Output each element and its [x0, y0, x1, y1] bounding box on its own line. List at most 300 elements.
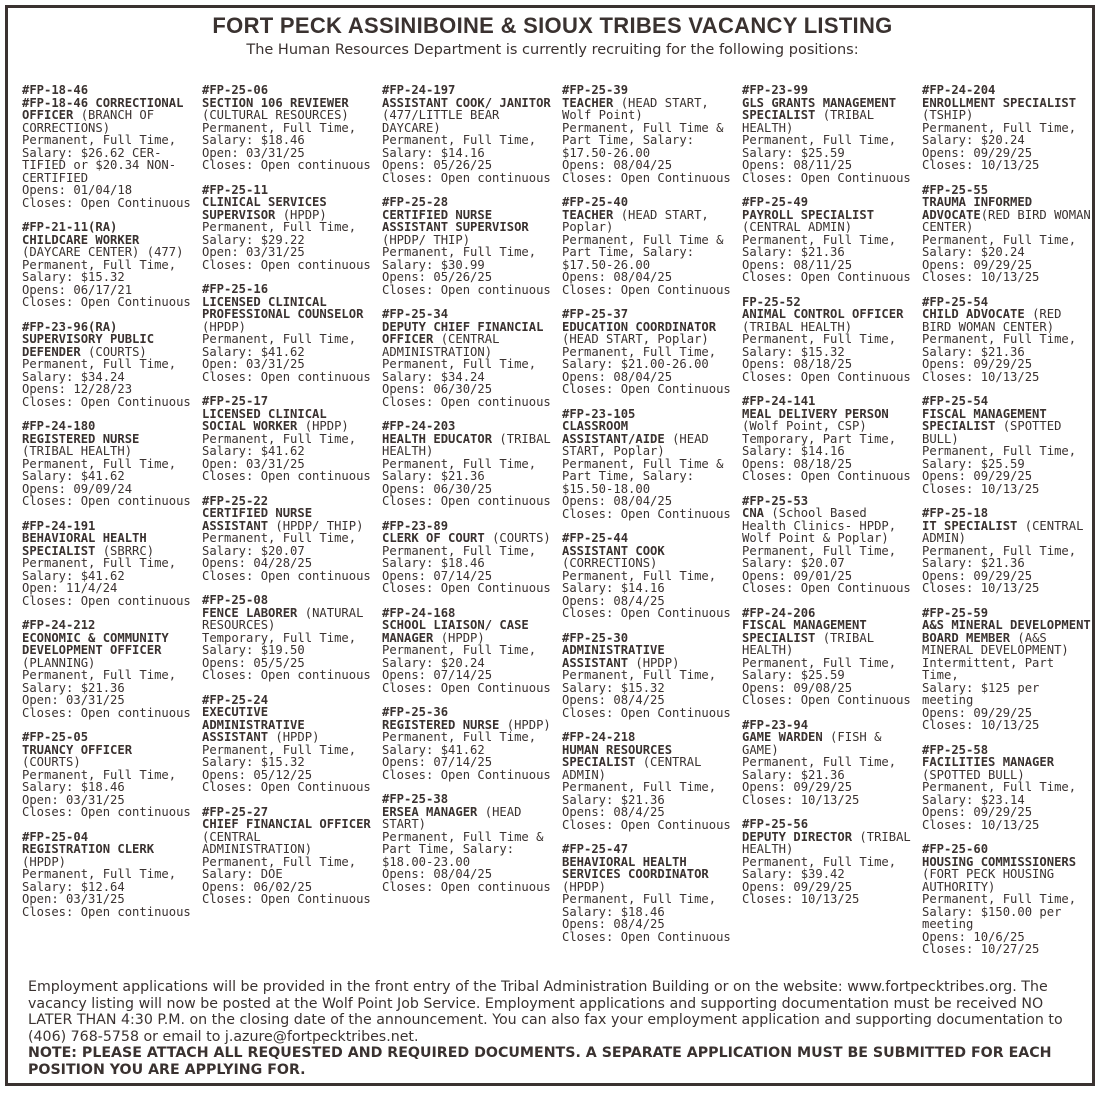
vacancy-department: (CENTRAL ADMINISTRATION): [382, 332, 500, 359]
vacancy-detail: Permanent, Full Time & Part Time, Salary:: [382, 829, 544, 856]
vacancy-department: (TRIBAL HEALTH): [742, 630, 875, 657]
vacancy-detail: $18.00-23.00: [382, 854, 471, 869]
vacancy-title: FENCE LABORER: [202, 605, 298, 620]
vacancy-item: [742, 196, 918, 284]
vacancy-detail: Permanent, Full Time,: [562, 892, 717, 906]
vacancy-heading: [922, 408, 1098, 446]
vacancy-detail: Permanent, Full Time,: [382, 730, 537, 744]
vacancy-detail: Closes: Open Continuous: [562, 506, 731, 521]
vacancy-detail: Closes: Open continuous: [382, 170, 551, 185]
vacancy-heading: [202, 818, 378, 856]
vacancy-item: [382, 793, 558, 893]
vacancy-detail: Permanent, Full Time,: [382, 543, 537, 558]
vacancy-title: ANIMAL CONTROL OFFICER: [742, 307, 904, 321]
vacancy-detail: Permanent, Full Time,: [22, 357, 177, 371]
vacancy-heading: [22, 433, 198, 458]
vacancy-title: ASSISTANT COOK/ JANITOR: [382, 95, 551, 110]
vacancy-number: #FP-25-28: [382, 195, 449, 209]
vacancy-detail: Salary: $21.36: [562, 792, 665, 807]
vacancy-detail: Permanent, Full Time,: [562, 568, 717, 583]
vacancy-detail: Salary: $34.24: [382, 369, 485, 384]
vacancy-item: [202, 184, 378, 272]
vacancy-department: (CENTRAL ADMIN): [922, 518, 1084, 545]
vacancy-detail: Salary: $20.24: [922, 133, 1025, 147]
vacancy-heading: [742, 831, 918, 856]
vacancy-title: ADMINISTRATIVE ASSISTANT: [562, 643, 665, 670]
vacancy-number: FP-25-52: [742, 294, 801, 309]
vacancy-department: (SPOTTED BULL): [922, 767, 1025, 782]
vacancy-detail: Opens: 09/29/25: [922, 357, 1033, 371]
page-subtitle: The Human Resources Department is currently recruiting for the following positions:: [246, 42, 859, 58]
vacancy-detail: Salary: $20.07: [742, 556, 845, 570]
vacancy-detail: Closes: Open Continuous: [562, 170, 731, 185]
vacancy-detail: Permanent, Full Time,: [202, 220, 357, 234]
vacancy-detail: Open: 03/31/25: [22, 693, 125, 707]
vacancy-detail: Permanent, Full Time & Part Time, Salary:: [562, 232, 724, 259]
vacancy-number: #FP-25-05: [22, 730, 89, 744]
vacancy-detail: Permanent, Full Time,: [922, 444, 1077, 458]
vacancy-detail: Closes: Open Continuous: [742, 469, 911, 483]
vacancy-number: #FP-25-38: [382, 792, 449, 806]
vacancy-heading: [382, 97, 558, 135]
vacancy-item: [382, 706, 558, 781]
vacancy-detail: Salary: $15.32: [22, 270, 125, 284]
vacancy-detail: Open: 03/31/25: [202, 245, 305, 259]
vacancy-detail: Salary: $14.16: [562, 581, 665, 595]
vacancy-department: (HPDP): [628, 655, 680, 670]
vacancy-heading: [202, 408, 378, 433]
vacancy-detail: Permanent, Full Time,: [202, 332, 357, 346]
vacancy-item: [742, 495, 918, 595]
vacancy-heading: [22, 843, 198, 868]
vacancy-item: [202, 495, 378, 583]
vacancy-heading: [742, 209, 918, 234]
vacancy-detail: Permanent, Full Time,: [382, 133, 537, 147]
vacancy-detail: Opens: 08/18/25: [742, 456, 853, 471]
vacancy-detail: Opens: 08/04/25: [562, 369, 673, 384]
vacancy-item: [202, 395, 378, 483]
vacancy-department: (CULTURAL RESOURCES): [202, 108, 349, 122]
vacancy-item: [382, 520, 558, 595]
vacancy-detail: Permanent, Full Time,: [22, 867, 177, 881]
vacancy-heading: [382, 619, 558, 644]
vacancy-title: REGISTRATION CLERK: [22, 842, 155, 856]
vacancy-number: #FP-24-212: [22, 618, 96, 632]
vacancy-item: [562, 843, 738, 943]
vacancy-detail: Opens: 05/26/25: [382, 158, 493, 172]
vacancy-column: [22, 84, 198, 930]
vacancy-title: MEAL DELIVERY PERSON: [742, 406, 889, 421]
vacancy-heading: [22, 97, 198, 135]
vacancy-item: [742, 84, 918, 184]
vacancy-heading: [742, 308, 918, 333]
vacancy-number: #FP-25-49: [742, 195, 809, 209]
vacancy-number: #FP-25-47: [562, 842, 629, 856]
vacancy-item: [742, 719, 918, 807]
vacancy-number: #FP-25-40: [562, 195, 629, 209]
vacancy-item: [382, 420, 558, 508]
vacancy-heading: [922, 308, 1098, 333]
vacancy-title: REGISTERED NURSE: [382, 717, 500, 732]
vacancy-detail: Opens: 07/14/25: [382, 568, 493, 583]
vacancy-detail: Closes: Open continuous: [202, 668, 371, 682]
vacancy-detail: Salary: $20.07: [202, 543, 305, 558]
vacancy-department: (HPDP): [499, 717, 551, 732]
vacancy-title: SCHOOL LIAISON/ CASE MANAGER: [382, 618, 529, 645]
vacancy-detail: Intermittent, Part Time,: [922, 655, 1055, 682]
vacancy-number: #FP-24-168: [382, 605, 456, 620]
vacancy-heading: [922, 196, 1098, 234]
vacancy-heading: [562, 420, 738, 458]
vacancy-title: BEHAVIORAL HEALTH SPECIALIST: [22, 531, 147, 558]
vacancy-detail: Opens: 09/29/25: [922, 705, 1033, 720]
vacancy-title: FISCAL MANAGEMENT SPECIALIST: [922, 406, 1047, 433]
vacancy-title: GLS GRANTS MANAGEMENT SPECIALIST: [742, 95, 897, 122]
vacancy-detail: Opens: 08/4/25: [562, 593, 665, 608]
vacancy-detail: Permanent, Full Time,: [562, 780, 717, 794]
vacancy-heading: [202, 196, 378, 221]
vacancy-detail: Closes: Open continuous: [382, 879, 551, 894]
vacancy-detail: Permanent, Full Time,: [742, 232, 897, 247]
vacancy-title: CLINICAL SERVICES SUPERVISOR: [202, 195, 327, 222]
vacancy-number: #FP-24-203: [382, 419, 456, 433]
vacancy-detail: Open: 03/31/25: [202, 456, 305, 471]
vacancy-detail: Salary: $21.36: [922, 556, 1025, 570]
vacancy-detail: Opens: 08/18/25: [742, 357, 853, 371]
vacancy-detail: $17.50-26.00: [562, 257, 651, 272]
vacancy-detail: $15.50-18.00: [562, 481, 651, 496]
vacancy-department: (HPDP): [297, 419, 349, 433]
vacancy-title: ASSISTANT COOK: [562, 543, 665, 558]
vacancy-number: #FP-24-204: [922, 83, 996, 97]
vacancy-department: (HPDP): [268, 730, 320, 744]
vacancy-detail: Salary: $18.46: [382, 556, 485, 570]
vacancy-detail: Closes: Open Continuous: [562, 817, 731, 832]
vacancy-detail: Closes: Open Continuous: [202, 892, 371, 906]
vacancy-detail: Opens: 09/29/25: [922, 805, 1033, 819]
vacancy-detail: Salary: $19.50: [202, 643, 305, 657]
vacancy-detail: Closes: Open continuous: [382, 282, 551, 297]
vacancy-detail: Salary: $25.59: [922, 456, 1025, 471]
vacancy-detail: Salary: $41.62: [202, 344, 305, 359]
vacancy-number: #FP-25-58: [922, 742, 989, 757]
vacancy-item: [382, 196, 558, 296]
vacancy-number: #FP-25-22: [202, 493, 269, 508]
vacancy-detail: Opens: 09/29/25: [922, 469, 1033, 483]
vacancy-heading: [202, 296, 378, 334]
vacancy-columns: [22, 84, 1094, 966]
vacancy-number: #FP-24-191: [22, 518, 96, 533]
vacancy-item: [202, 594, 378, 682]
page-title: FORT PECK ASSINIBOINE & SIOUX TRIBES VACANCY LISTING: [212, 13, 893, 38]
vacancy-title: HEALTH EDUCATOR: [382, 431, 493, 446]
vacancy-title: LICENSED CLINICAL SOCIAL WORKER: [202, 406, 327, 433]
vacancy-heading: [742, 507, 918, 545]
vacancy-detail: Permanent, Full Time,: [562, 668, 717, 682]
vacancy-detail: Closes: 10/13/25: [922, 817, 1040, 832]
vacancy-title: SUPERVISORY PUBLIC DEFENDER: [22, 332, 155, 359]
vacancy-number: #FP-25-36: [382, 705, 449, 719]
vacancy-detail: Permanent, Full Time,: [202, 742, 357, 757]
vacancy-detail: Opens: 05/5/25: [202, 655, 305, 670]
vacancy-department: (TRIBAL HEALTH): [742, 319, 853, 334]
vacancy-heading: [922, 856, 1098, 894]
vacancy-number: #FP-25-11: [202, 182, 269, 197]
vacancy-department: (Wolf Point, CSP): [742, 419, 867, 433]
vacancy-department: (HPDP): [275, 207, 327, 222]
vacancy-title: ERSEA MANAGER: [382, 804, 478, 819]
vacancy-department: (HPDP): [202, 319, 247, 334]
vacancy-department: (A&S MINERAL DEVELOPMENT): [922, 630, 1069, 657]
vacancy-detail: Opens: 09/29/25: [922, 568, 1033, 583]
vacancy-title: A&S MINERAL DEVELOPMENT BOARD MEMBER: [922, 618, 1091, 645]
vacancy-detail: Permanent, Full Time & Part Time, Salary:: [562, 456, 724, 483]
vacancy-title: CHIEF FINANCIAL OFFICER: [202, 817, 371, 831]
vacancy-department: (CORRECTIONS): [562, 556, 658, 570]
vacancy-number: #FP-25-44: [562, 531, 629, 545]
vacancy-department: (FORT PECK HOUSING AUTHORITY): [922, 867, 1055, 894]
vacancy-detail: Permanent, Full Time,: [562, 344, 717, 359]
vacancy-detail: Permanent, Full Time,: [742, 133, 897, 147]
vacancy-item: [562, 408, 738, 521]
vacancy-detail: Salary: $18.46: [22, 780, 125, 794]
vacancy-detail: Permanent, Full Time,: [922, 543, 1077, 558]
vacancy-department: (CENTRAL ADMIN): [562, 755, 702, 782]
vacancy-department: (CENTRAL ADMIN): [742, 220, 853, 234]
vacancy-detail: Permanent, Full Time,: [22, 668, 177, 682]
vacancy-department: (COURTS): [80, 344, 147, 359]
vacancy-number: #FP-24-206: [742, 605, 816, 620]
vacancy-department: (NATURAL RESOURCES): [202, 605, 364, 632]
vacancy-heading: [202, 706, 378, 744]
vacancy-heading: [562, 209, 738, 234]
vacancy-column: [742, 84, 918, 918]
vacancy-heading: [382, 321, 558, 359]
vacancy-department: (COURTS): [22, 755, 81, 769]
vacancy-title: FISCAL MANAGEMENT SPECIALIST: [742, 618, 867, 645]
vacancy-detail: Temporary, Full Time,: [202, 630, 357, 645]
vacancy-title: DEPUTY CHIEF FINANCIAL OFFICER: [382, 319, 544, 346]
vacancy-detail: Closes: 10/27/25: [922, 942, 1040, 956]
vacancy-detail: Salary: $150.00 per meeting: [922, 904, 1062, 931]
vacancy-item: [742, 395, 918, 483]
vacancy-heading: [382, 806, 558, 831]
vacancy-detail: Salary: $34.24: [22, 369, 125, 384]
vacancy-detail: Closes: Open continuous: [22, 904, 191, 919]
vacancy-heading: [202, 607, 378, 632]
vacancy-department: (COURTS): [484, 531, 551, 545]
vacancy-number: #FP-24-180: [22, 419, 96, 433]
vacancy-detail: Salary: $21.36: [922, 344, 1025, 359]
vacancy-item: [742, 818, 918, 906]
vacancy-detail: Salary: $26.62 CER-TIFIED or $20.34 NON-CERTIFIED: [22, 145, 177, 185]
vacancy-detail: Salary: $39.42: [742, 867, 845, 881]
vacancy-detail: Permanent, Full Time,: [202, 854, 357, 869]
vacancy-item: [562, 196, 738, 296]
vacancy-item: [922, 843, 1098, 956]
vacancy-number: #FP-25-54: [922, 294, 989, 309]
vacancy-detail: Closes: Open continuous: [202, 158, 371, 172]
vacancy-detail: Closes: Open Continuous: [22, 295, 191, 309]
vacancy-detail: Permanent, Full Time,: [22, 257, 177, 272]
vacancy-title: GAME WARDEN: [742, 730, 823, 744]
vacancy-department: (HEAD START, Poplar): [562, 431, 709, 458]
vacancy-detail: Opens: 09/29/25: [742, 879, 853, 894]
vacancy-column: [562, 84, 738, 955]
vacancy-detail: Closes: Open Continuous: [562, 929, 731, 944]
vacancy-detail: Salary: $25.59: [742, 668, 845, 682]
vacancy-detail: Opens: 07/14/25: [382, 668, 493, 682]
vacancy-detail: Salary: $20.24: [922, 245, 1025, 259]
vacancy-detail: Closes: 10/13/25: [922, 270, 1040, 284]
vacancy-detail: Closes: Open continuous: [22, 494, 191, 508]
vacancy-item: [22, 520, 198, 608]
vacancy-title: SECTION 106 REVIEWER: [202, 95, 349, 110]
vacancy-department: (DAYCARE CENTER) (477): [22, 245, 184, 259]
vacancy-detail: Opens: 08/04/25: [562, 158, 673, 172]
vacancy-department: (HPDP): [433, 630, 485, 645]
vacancy-title: IT SPECIALIST: [922, 518, 1018, 533]
vacancy-detail: Closes: Open Continuous: [382, 680, 551, 695]
vacancy-detail: Salary: $41.62: [382, 742, 485, 757]
vacancy-department: (FISH & GAME): [742, 730, 882, 757]
vacancy-number: #FP-23-105: [562, 406, 636, 421]
vacancy-number: #FP-21-11(RA): [22, 220, 118, 234]
vacancy-number: #FP-25-60: [922, 842, 989, 856]
application-instructions: [28, 979, 1078, 1078]
vacancy-heading: [202, 507, 378, 532]
vacancy-detail: Closes: Open continuous: [202, 469, 371, 483]
vacancy-title: EDUCATION COORDINATOR: [562, 319, 717, 334]
vacancy-detail: Opens: 09/29/25: [742, 780, 853, 794]
vacancy-detail: Opens: 06/02/25: [202, 879, 313, 894]
vacancy-detail: Opens: 05/12/25: [202, 767, 313, 782]
vacancy-item: [742, 607, 918, 707]
vacancy-detail: Closes: Open Continuous: [382, 581, 551, 595]
vacancy-column: [382, 84, 558, 905]
vacancy-heading: [742, 619, 918, 657]
vacancy-item: [562, 632, 738, 720]
vacancy-department: (TSHIP): [922, 108, 974, 122]
vacancy-detail: Salary: $15.32: [562, 680, 665, 695]
vacancy-title: CNA: [742, 506, 765, 520]
vacancy-detail: Closes: 10/13/25: [742, 892, 860, 906]
vacancy-department: (HPDP/ THIP): [382, 232, 471, 247]
vacancy-item: [562, 532, 738, 620]
vacancy-title: #FP-18-46 CORRECTIONAL OFFICER: [22, 95, 184, 122]
vacancy-number: #FP-25-59: [922, 605, 989, 620]
vacancy-title: TEACHER: [562, 207, 614, 222]
vacancy-number: #FP-25-34: [382, 307, 449, 321]
vacancy-item: [562, 84, 738, 184]
vacancy-detail: Closes: Open Continuous: [742, 693, 911, 707]
vacancy-detail: Salary: $14.16: [382, 145, 485, 160]
attachment-note: NOTE: PLEASE ATTACH ALL REQUESTED AND REQUIRED DOCUMENTS. A SEPARATE APPLICATION MUST BE SUBMITTED FOR EACH POSITION YOU ARE APPLYING FOR.: [28, 1045, 1052, 1078]
vacancy-number: #FP-25-37: [562, 307, 629, 321]
vacancy-heading: [922, 520, 1098, 545]
vacancy-detail: Closes: 10/13/25: [922, 581, 1040, 595]
vacancy-number: #FP-23-96(RA): [22, 319, 118, 334]
vacancy-heading: [202, 97, 378, 122]
vacancy-item: [922, 395, 1098, 495]
vacancy-detail: Closes: Open Continuous: [22, 394, 191, 409]
vacancy-department: (HEAD START, Wolf Point): [562, 95, 709, 122]
vacancy-number: #FP-25-53: [742, 493, 809, 508]
vacancy-detail: Salary: $25.59: [742, 145, 845, 160]
vacancy-department: (CENTRAL ADMINISTRATION): [202, 829, 313, 856]
vacancy-item: [202, 806, 378, 906]
vacancy-heading: [562, 856, 738, 894]
vacancy-detail: Salary: $41.62: [202, 444, 305, 458]
vacancy-detail: Closes: Open Continuous: [742, 581, 911, 595]
vacancy-item: [922, 84, 1098, 172]
vacancy-detail: Salary: $21.36: [382, 469, 485, 483]
vacancy-heading: [742, 97, 918, 135]
vacancy-item: [22, 831, 198, 919]
vacancy-detail: Opens: 09/09/24: [22, 481, 133, 496]
vacancy-heading: [742, 408, 918, 433]
vacancy-detail: Open: 03/31/25: [202, 145, 305, 160]
vacancy-department: (BRANCH OF CORRECTIONS): [22, 108, 155, 135]
vacancy-detail: Permanent, Full Time,: [742, 854, 897, 869]
vacancy-detail: Salary: $29.22: [202, 232, 305, 247]
vacancy-detail: Closes: Open continuous: [22, 705, 191, 720]
vacancy-detail: Closes: 10/13/25: [922, 369, 1040, 384]
vacancy-number: #FP-24-141: [742, 394, 816, 408]
vacancy-detail: $17.50-26.00: [562, 145, 651, 160]
vacancy-number: #FP-23-89: [382, 518, 449, 533]
vacancy-title: CHILD ADVOCATE: [922, 307, 1025, 321]
vacancy-heading: [382, 532, 558, 545]
vacancy-detail: Permanent, Full Time,: [742, 543, 897, 558]
vacancy-detail: Permanent, Full Time,: [22, 556, 177, 570]
vacancy-item: [382, 607, 558, 695]
vacancy-detail: Salary: $21.36: [742, 245, 845, 259]
vacancy-detail: Permanent, Full Time,: [22, 133, 177, 147]
vacancy-detail: Permanent, Full Time,: [202, 431, 357, 446]
vacancy-column: [202, 84, 378, 918]
vacancy-detail: Permanent, Full Time,: [742, 332, 897, 346]
vacancy-detail: Opens: 08/11/25: [742, 158, 853, 172]
vacancy-detail: Permanent, Full Time,: [382, 456, 537, 471]
vacancy-department: (School Based Health Clinics- HPDP, Wolf Point & Poplar): [742, 506, 897, 545]
vacancy-number: #FP-25-06: [202, 83, 269, 97]
vacancy-detail: Salary: $125 per meeting: [922, 680, 1040, 707]
vacancy-detail: Closes: Open continuous: [382, 494, 551, 508]
vacancy-detail: Salary: $41.62: [22, 469, 125, 483]
vacancy-department: (HPDP): [562, 879, 607, 894]
vacancy-number: #FP-25-18: [922, 506, 989, 520]
vacancy-heading: [22, 632, 198, 670]
vacancy-detail: Closes: 10/13/25: [742, 792, 860, 807]
vacancy-detail: Opens: 06/30/25: [382, 481, 493, 496]
vacancy-number: #FP-25-56: [742, 817, 809, 831]
vacancy-detail: Opens: 09/01/25: [742, 568, 853, 583]
vacancy-detail: Opens: 10/6/25: [922, 929, 1025, 944]
vacancy-item: [22, 321, 198, 409]
vacancy-detail: Closes: Open Continuous: [562, 705, 731, 720]
vacancy-department: (TRIBAL HEALTH): [382, 431, 551, 458]
vacancy-detail: Opens: 09/29/25: [922, 145, 1033, 160]
vacancy-item: [742, 296, 918, 384]
vacancy-detail: Closes: Open continuous: [202, 568, 371, 583]
vacancy-detail: Closes: Open continuous: [202, 257, 371, 272]
vacancy-department: (TRIBAL HEALTH): [22, 444, 133, 458]
vacancy-detail: Opens: 08/04/25: [562, 270, 673, 284]
vacancy-detail: Opens: 08/4/25: [562, 917, 665, 931]
vacancy-department: (HEAD START): [382, 804, 522, 831]
vacancy-title: LICENSED CLINICAL PROFESSIONAL COUNSELOR: [202, 294, 364, 321]
